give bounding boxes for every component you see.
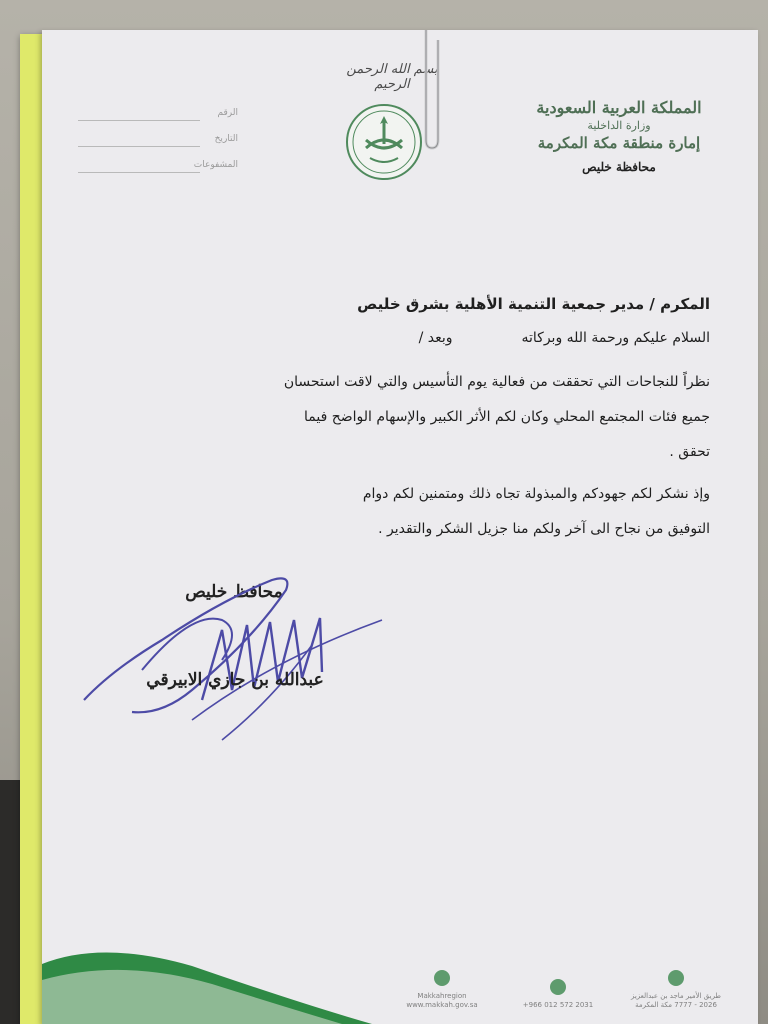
signatory-title: محافظ خليص: [185, 582, 283, 602]
letterhead-line-emirate: إمارة منطقة مكة المكرمة: [537, 134, 701, 152]
handwritten-signature: [72, 550, 402, 750]
footer-address: [626, 970, 726, 1010]
meta-date: [78, 134, 238, 150]
signatory-name: عبدالله بن جازي الابيرقي: [146, 670, 324, 690]
meta-number: [78, 108, 238, 124]
letter-sheet: [42, 30, 758, 1024]
greeting-salutation: السلام عليكم ورحمة الله وبركاته: [521, 330, 710, 346]
footer-web-text: Makkahregion www.makkah.gov.sa: [406, 992, 478, 1009]
footer-phone: [508, 979, 608, 1010]
basmala-text: بسم الله الرحمن الرحيم: [346, 62, 438, 92]
paragraph-1: [92, 365, 710, 470]
paragraph-2-line: وإذ نشكر لكم جهودكم والمبذولة تجاه ذلك ومتمنين لكم دوام: [362, 486, 710, 502]
paragraph-2: [92, 477, 710, 547]
ministry-letterhead: [514, 98, 724, 174]
saudi-emblem-icon: [344, 102, 424, 182]
paragraph-2-line: التوفيق من نجاح الى آخر ولكم منا جزيل الشكر والتقدير .: [378, 521, 710, 537]
meta-attachments: [78, 160, 238, 176]
letterhead-line-governorate: محافظة خليص: [582, 160, 656, 174]
letterhead-line-kingdom: المملكة العربية السعودية: [536, 98, 702, 117]
globe-icon: [434, 970, 450, 986]
location-pin-icon: [668, 970, 684, 986]
meta-date-line: [78, 146, 200, 147]
paragraph-1-line: تحقق .: [669, 444, 710, 460]
phone-icon: [550, 979, 566, 995]
greeting-line: [92, 330, 710, 346]
paper-clip-icon: [420, 30, 442, 152]
paragraph-1-line: جميع فئات المجتمع المحلي وكان لكم الأثر الكبير والإسهام الواضح فيما: [303, 409, 710, 425]
meta-number-line: [78, 120, 200, 121]
letterhead-line-ministry: وزارة الداخلية: [587, 119, 651, 132]
greeting-and-after: وبعد /: [418, 330, 453, 346]
meta-attachments-label: المشفوعات: [193, 160, 238, 170]
dark-object-edge: [0, 780, 22, 1024]
meta-number-label: الرقم: [217, 108, 238, 118]
meta-attachments-line: [78, 172, 200, 173]
meta-date-label: التاريخ: [214, 134, 238, 144]
footer-web: [392, 970, 492, 1010]
footer-address-text: طريق الأمير ماجد بن عبدالعزيز 2026 - 7777 مكة المكرمة: [630, 992, 722, 1009]
paragraph-1-line: نظراً للنجاحات التي تحققت من فعالية يوم التأسيس والتي لاقت استحسان: [283, 374, 710, 390]
footer-phone-text: +966 012 572 2031: [522, 1001, 594, 1009]
addressee-line: المكرم / مدير جمعية التنمية الأهلية بشرق خليص: [357, 295, 710, 313]
